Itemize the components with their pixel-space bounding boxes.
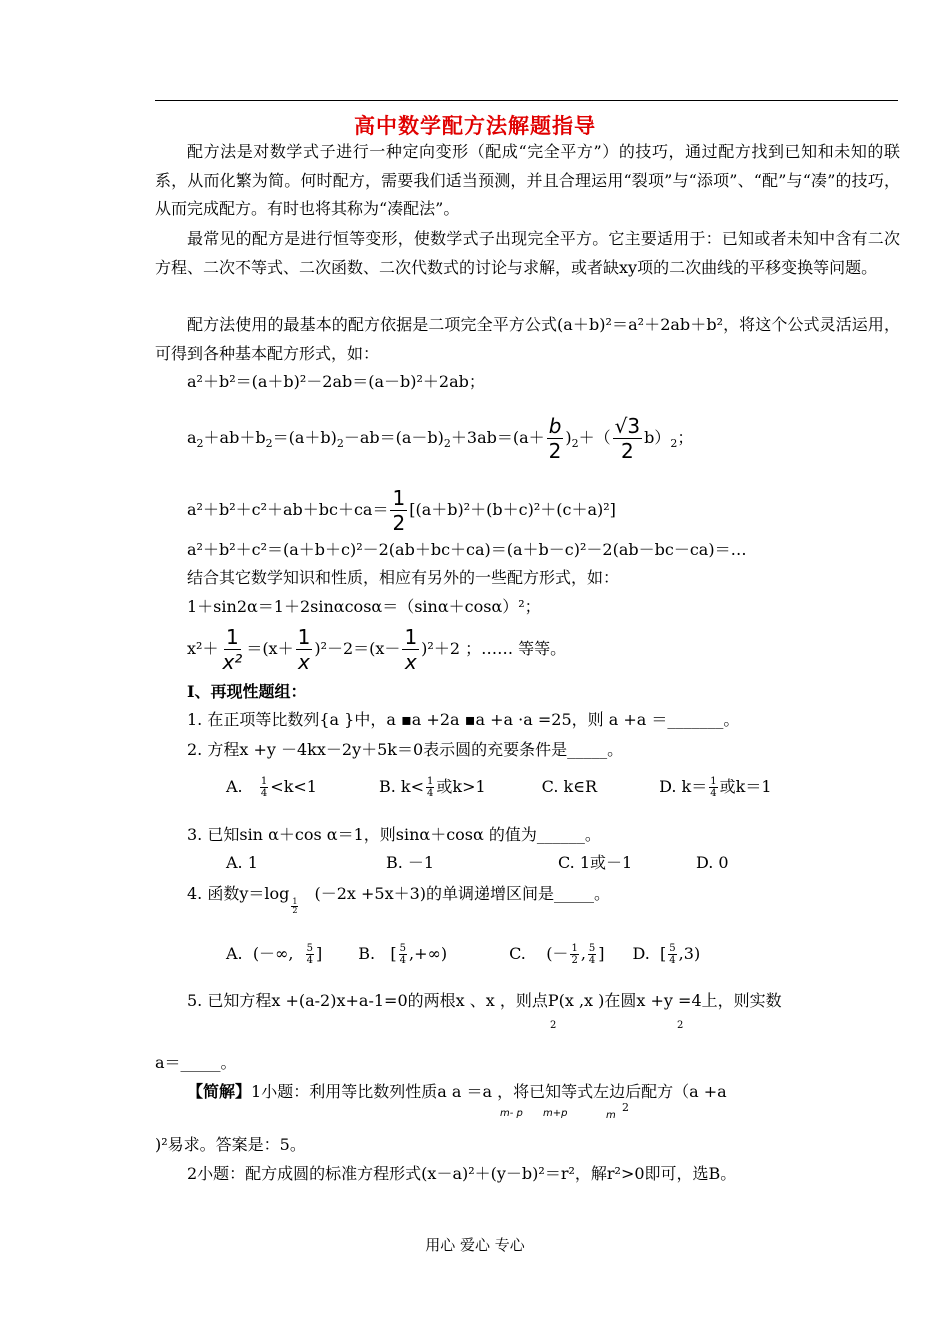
formula-5: 结合其它数学知识和性质，相应有另外的一些配方形式，如：: [187, 568, 620, 587]
question-4-options: [226, 936, 700, 972]
intro-paragraph-2: 最常见的配方是进行恒等变形，使数学式子出现完全平方。它主要适用于：已知或者未知中含有二次方程、二次不等式、二次函数、二次代数式的讨论与求解，或者缺xy项的二次曲线的平移变换等问题。: [155, 229, 900, 277]
intro-paragraph-1: 配方法是对数学式子进行一种定向变形（配成“完全平方”）的技巧，通过配方找到已知和未知的联系，从而化繁为简。何时配方，需要我们适当预测，并且合理运用“裂项”与“添项”、“配”与“凑”的技巧，从而完成配方。有时也将其称为“凑配法”。: [155, 142, 900, 218]
fraction-1-over-x2: $\frac{1}{\text{x²}}$: [222, 624, 243, 674]
formula-1: a²＋b²＝(a＋b)²－2ab＝(a－b)²＋2ab；: [187, 372, 485, 391]
question-4: 4. 函数y＝log 1 2 (－2x +5x＋3)的单调递增区间是_____。: [187, 884, 611, 915]
solution-2: 2小题：配方成圆的标准方程形式(x－a)²＋(y－b)²＝r²，解r²>0即可，选B。: [187, 1164, 737, 1183]
page-title: 高中数学配方法解题指导: [354, 113, 596, 138]
fraction-1-over-x: $\frac{1}{x}$: [404, 624, 418, 674]
formula-3: a²＋b²＋c²＋ab＋bc＋ca＝ $\frac{1}{2}$ [(a＋b)²＋(b＋c)²＋(c＋a)²]: [187, 485, 616, 535]
superscript: 2: [622, 1101, 629, 1114]
subscript: 2: [550, 1020, 557, 1031]
question-3: 3. 已知sin α＋cos α＝1，则sinα＋cosα 的值为______。: [187, 825, 601, 844]
fraction-one-half: $\frac{1}{2}$: [392, 485, 406, 535]
option-d: D. 0: [696, 853, 729, 872]
question-2: 2. 方程x +y －4kx－2y＋5k＝0表示圆的充要条件是_____。: [187, 740, 624, 759]
option-c: C. k∈R: [541, 777, 598, 796]
question-5-answer-line: a＝_____。: [155, 1053, 237, 1072]
option-b: B. [ 5 4 ,+∞): [358, 942, 448, 966]
option-a: A. 1 4 <k<1: [226, 775, 317, 799]
fraction-sqrt3-over-2: $\frac{√3}{2}$: [614, 413, 641, 463]
solution-1: 【简解】1小题：利用等比数列性质a a ＝a ，将已知等式左边后配方（a +a: [187, 1082, 727, 1101]
question-1: 1. 在正项等比数列{a }中，a ▪a +2a ▪a +a ·a =25，则 a +a ＝_______。: [187, 710, 740, 729]
formula-6: 1＋sin2α＝1＋2sinαcosα＝（sinα＋cosα）²；: [187, 597, 541, 616]
option-c: C. 1或－1: [558, 853, 633, 872]
section-heading: Ⅰ、再现性题组：: [187, 682, 307, 701]
question-2-options: [226, 770, 772, 804]
question-3-options: [226, 853, 729, 873]
option-b: B. k< 1 4 或k>1: [378, 775, 486, 799]
option-b: B. －1: [386, 853, 435, 872]
option-c: C. (－ 1 2 , 5 4 ]: [509, 942, 605, 966]
fraction-1-over-x: $\frac{1}{x}$: [297, 624, 311, 674]
formula-2: a 2 ＋ab＋b 2 ＝(a＋b) 2 －ab＝(a－b) 2 ＋3ab＝(a＋ $\frac{b}{2}$ ) 2 ＋（ $\frac{√3}{2}$ b） 2 ；: [187, 413, 694, 463]
subscript: m- p: [500, 1108, 523, 1119]
question-5: 5. 已知方程x +(a-2)x+a-1=0的两根x 、x ，则点P(x ,x )在圆x +y =4上，则实数: [187, 991, 782, 1010]
formula-7: x²＋ $\frac{1}{\text{x²}}$ ＝(x＋ $\frac{1}{x}$ )²－2＝(x－ $\frac{1}{x}$ )²＋2 ；…… 等等。: [187, 624, 567, 674]
subscript: m+p: [543, 1108, 568, 1119]
intro-paragraph-3: 配方法使用的最基本的配方依据是二项完全平方公式(a＋b)²＝a²＋2ab＋b²，将这个公式灵活运用，可得到各种基本配方形式，如：: [155, 315, 900, 363]
subscript: 2: [677, 1020, 684, 1031]
option-a: A. 1: [226, 853, 258, 872]
option-d: D. k＝ 1 4 或k＝1: [659, 775, 772, 799]
option-a: A. (－∞, 5 4 ]: [226, 942, 323, 966]
page-footer: 用心 爱心 专心: [425, 1236, 525, 1254]
formula-4: a²＋b²＋c²＝(a＋b＋c)²－2(ab＋bc＋ca)＝(a＋b－c)²－2(ab－bc－ca)＝…: [187, 540, 747, 559]
solution-1-end: )²易求。答案是：5。: [155, 1135, 306, 1154]
header-rule: [155, 100, 898, 101]
option-d: D. [ 5 4 ,3): [632, 942, 701, 966]
subscript: m: [606, 1110, 616, 1121]
fraction-b-over-2: $\frac{b}{2}$: [548, 413, 562, 463]
